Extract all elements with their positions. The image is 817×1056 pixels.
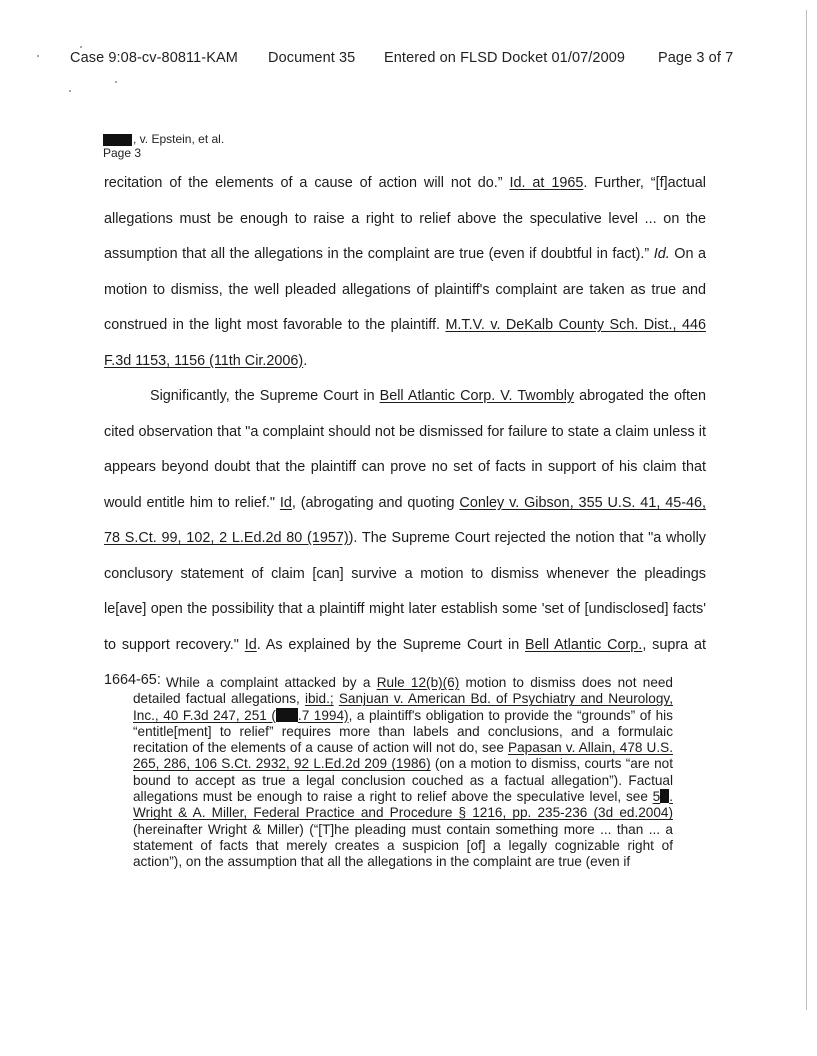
page-of: Page 3 of 7	[658, 50, 734, 66]
text-run: (on a motion to dismiss, courts “are not bound to accept as true a legal conclusion couched as a factual allegation”). Factual allegations must be enough to raise a right to relief above the speculative level, see	[133, 756, 673, 805]
citation: Id. at 1965	[509, 175, 584, 191]
redaction-block	[103, 134, 132, 146]
text-run: , (abrogating and quoting	[291, 494, 460, 511]
caption-page: Page 3	[103, 146, 142, 160]
text-run: . Further, “[f]actual allegations must be enough to raise a right to relief above the speculative level ... on the assumption that all the allegations in the complaint are true (even if doubtful in fact).”	[104, 175, 706, 262]
citation: Bell Atlantic Corp. V. Twombly	[379, 388, 575, 404]
body-text	[104, 166, 706, 699]
citation-id: Id.	[653, 246, 670, 262]
caption-title: , v. Epstein, et al.	[133, 132, 225, 146]
docket-entry: Entered on FLSD Docket 01/07/2009	[384, 50, 626, 66]
text-run: , supra at 1664-65:	[104, 636, 706, 688]
text-run: , a plaintiff's obligation to provide the “grounds” of his “entitle[ment] to relief” requires more than labels and conclusions, and a formulaic recitation of the elements of a cause of action will not do, see	[133, 707, 673, 756]
text-run: ). The Supreme Court rejected the notion that "a wholly conclusory statement of claim [can] survive a motion to dismiss whenever the pleadings le[ave] open the possibility that a plaintiff might later establish some 'set of [undisclosed] facts' to support recovery."	[104, 530, 706, 653]
citation: M.T.V. v. DeKalb County Sch. Dist., 446 F.3d 1153, 1156 (11th Cir.2006)	[104, 317, 706, 369]
block-quote	[133, 675, 673, 871]
text-run: While a complaint attacked by a	[166, 675, 377, 690]
scan-speck	[115, 81, 117, 83]
text-run: motion to dismiss does not need detailed factual allegations,	[133, 675, 673, 707]
quote-paragraph	[133, 675, 673, 871]
scan-edge-line	[806, 10, 807, 1010]
text-run: . As explained by the Supreme Court in	[256, 636, 526, 653]
case-caption	[103, 133, 224, 160]
text-run: abrogated the often cited observation that "a complaint should not be dismissed for failure to state a claim unless it appears beyond doubt that the plaintiff can prove no set of facts in support of his claim that would entitle him to relief."	[104, 388, 706, 511]
citation: .7 1994)	[297, 707, 349, 723]
citation: . Wright & A. Miller, Federal Practice and Procedure § 1216, pp. 235-236 (3d ed.2004)	[133, 789, 673, 821]
paragraph-1	[104, 166, 706, 379]
citation: Papasan v. Allain, 478 U.S. 265, 286, 106 S.Ct. 2932, 92 L.Ed.2d 209 (1986)	[133, 740, 673, 772]
citation: Conley v. Gibson, 355 U.S. 41, 45-46, 78 S.Ct. 99, 102, 2 L.Ed.2d 80 (1957)	[104, 494, 706, 546]
text-run: recitation of the elements of a cause of action will not do.”	[104, 175, 510, 191]
scan-speck	[37, 55, 39, 57]
citation: 5	[652, 789, 661, 805]
citation: Id	[279, 494, 292, 511]
paragraph-2	[104, 379, 706, 699]
case-number: Case 9:08-cv-80811-KAM	[70, 50, 238, 66]
scan-speck	[80, 46, 82, 48]
citation: Id	[244, 636, 257, 653]
document-number: Document 35	[268, 50, 356, 66]
citation: Bell Atlantic Corp.	[525, 636, 643, 653]
text-run: Significantly, the Supreme Court in	[150, 388, 380, 404]
citation: Rule 12(b)(6)	[376, 675, 460, 690]
text-run: (hereinafter Wright & Miller) (“[T]he pleading must contain something more ... than ... a statement of facts that merely creates a suspicion [of] a legally cognizable right of action”), on the assumption that all the allegations in the complaint are true (even if	[133, 821, 673, 870]
citation: Sanjuan v. American Bd. of Psychiatry and Neurology, Inc., 40 F.3d 247, 251 (	[133, 691, 673, 723]
text-run: On a motion to dismiss, the well pleaded allegations of plaintiff's complaint are taken as true and construed in the light most favorable to the plaintiff.	[104, 246, 707, 333]
scan-speck	[69, 90, 71, 92]
redaction-block	[660, 789, 669, 803]
redaction-block	[276, 708, 298, 722]
text-run: .	[303, 352, 308, 369]
citation: ibid.;	[304, 691, 334, 707]
